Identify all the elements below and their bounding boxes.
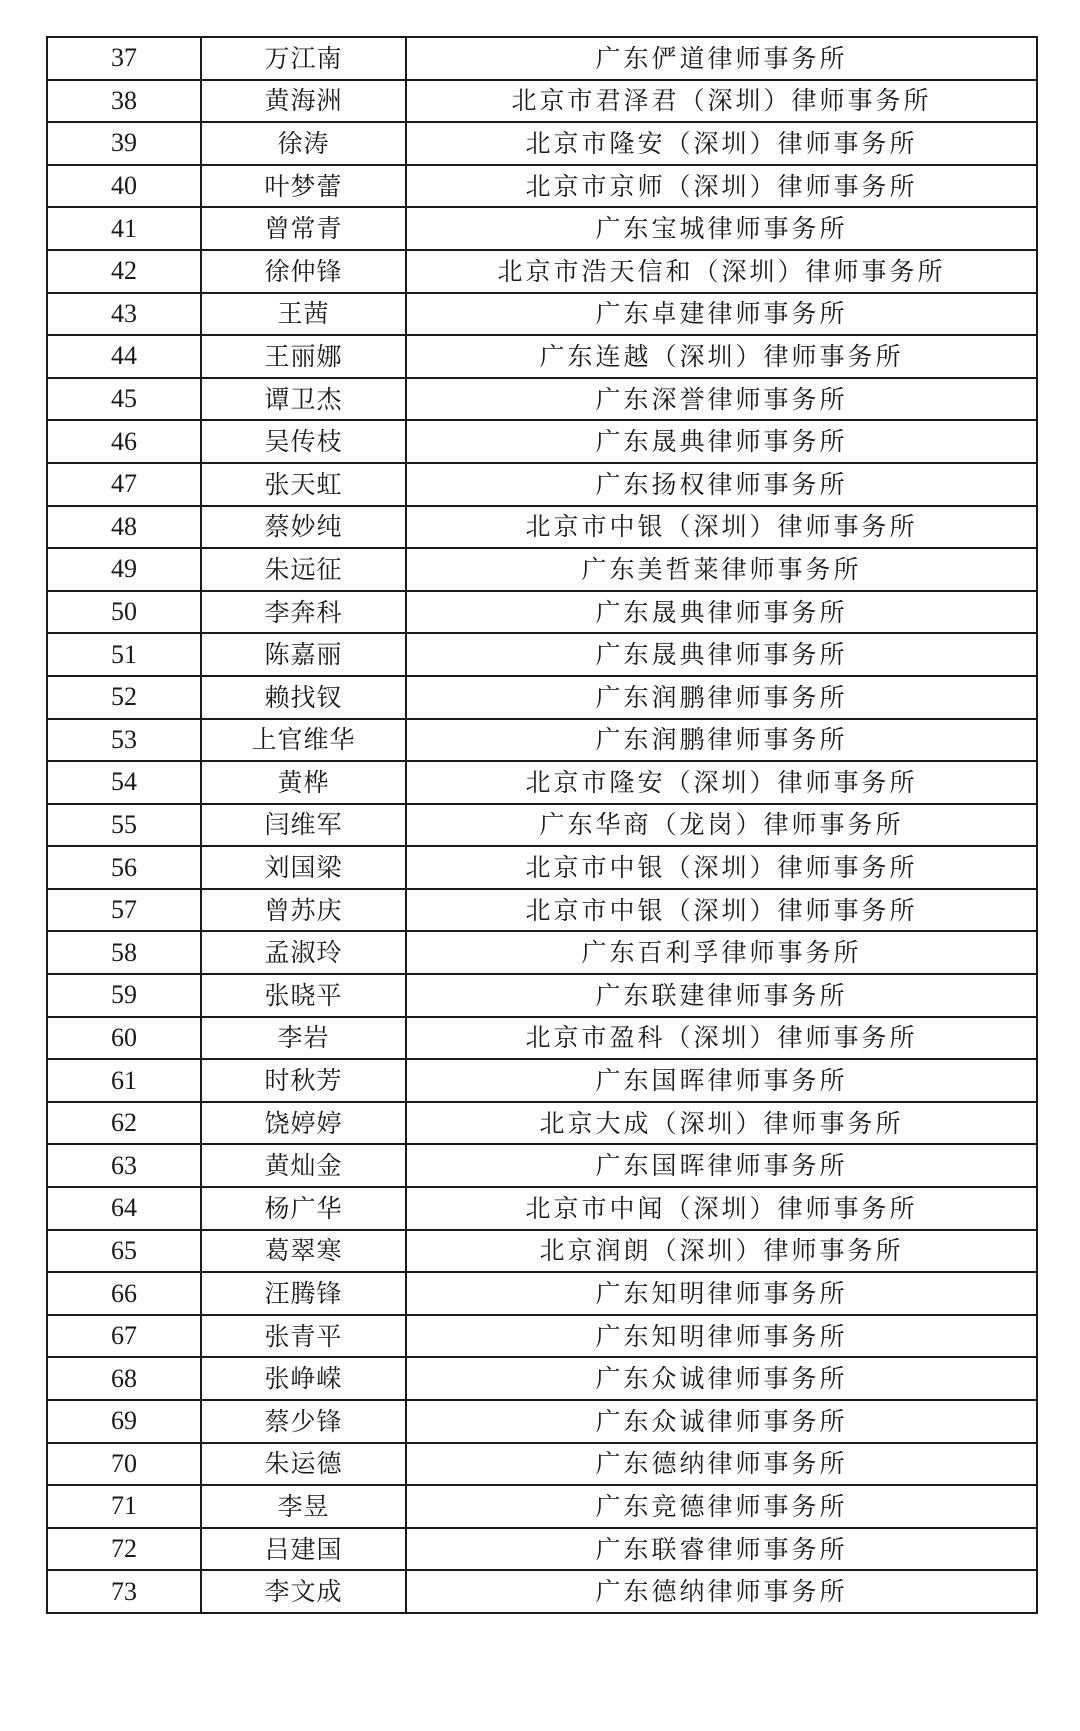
row-number-cell: 57 [47,889,201,932]
law-firm-cell: 北京市浩天信和（深圳）律师事务所 [406,250,1037,293]
row-number-cell: 45 [47,378,201,421]
lawyer-name-cell: 黄桦 [201,761,406,804]
lawyer-name-cell: 上官维华 [201,719,406,762]
law-firm-cell: 北京市京师（深圳）律师事务所 [406,165,1037,208]
table-body [47,37,1037,1613]
lawyer-name-cell: 徐仲锋 [201,250,406,293]
lawyer-name-cell: 陈嘉丽 [201,633,406,676]
law-firm-cell: 广东知明律师事务所 [406,1272,1037,1315]
row-number-cell: 68 [47,1357,201,1400]
law-firm-cell: 广东德纳律师事务所 [406,1570,1037,1613]
lawyer-name-cell: 李奔科 [201,591,406,634]
lawyer-name-cell: 李文成 [201,1570,406,1613]
lawyer-name-cell: 徐涛 [201,122,406,165]
row-number-cell: 58 [47,931,201,974]
lawyer-name-cell: 黄海洲 [201,80,406,123]
lawyer-name-cell: 万江南 [201,37,406,80]
table-row [47,1357,1037,1400]
row-number-cell: 59 [47,974,201,1017]
row-number-cell: 40 [47,165,201,208]
lawyer-name-cell: 朱运德 [201,1443,406,1486]
row-number-cell: 54 [47,761,201,804]
table-row [47,122,1037,165]
table-row [47,463,1037,506]
row-number-cell: 69 [47,1400,201,1443]
law-firm-cell: 北京市中银（深圳）律师事务所 [406,889,1037,932]
table-row [47,1400,1037,1443]
row-number-cell: 39 [47,122,201,165]
law-firm-cell: 北京市中银（深圳）律师事务所 [406,846,1037,889]
row-number-cell: 62 [47,1102,201,1145]
row-number-cell: 50 [47,591,201,634]
table-row [47,804,1037,847]
row-number-cell: 51 [47,633,201,676]
lawyer-name-cell: 张青平 [201,1315,406,1358]
lawyer-name-cell: 曾苏庆 [201,889,406,932]
lawyer-name-cell: 叶梦蕾 [201,165,406,208]
law-firm-cell: 广东美哲莱律师事务所 [406,548,1037,591]
table-row [47,761,1037,804]
law-firm-cell: 北京润朗（深圳）律师事务所 [406,1230,1037,1273]
law-firm-cell: 广东德纳律师事务所 [406,1443,1037,1486]
lawyer-name-cell: 饶婷婷 [201,1102,406,1145]
table-row [47,293,1037,336]
lawyer-name-cell: 谭卫杰 [201,378,406,421]
table-row [47,80,1037,123]
lawyer-name-cell: 吕建国 [201,1528,406,1571]
row-number-cell: 67 [47,1315,201,1358]
row-number-cell: 70 [47,1443,201,1486]
lawyer-name-cell: 葛翠寒 [201,1230,406,1273]
table-row [47,207,1037,250]
law-firm-cell: 广东润鹏律师事务所 [406,676,1037,719]
law-firm-cell: 广东俨道律师事务所 [406,37,1037,80]
lawyer-name-cell: 张晓平 [201,974,406,1017]
table-row [47,1570,1037,1613]
law-firm-cell: 北京市中闻（深圳）律师事务所 [406,1187,1037,1230]
row-number-cell: 41 [47,207,201,250]
law-firm-cell: 广东扬权律师事务所 [406,463,1037,506]
row-number-cell: 64 [47,1187,201,1230]
law-firm-cell: 广东国晖律师事务所 [406,1144,1037,1187]
lawyer-name-cell: 刘国梁 [201,846,406,889]
row-number-cell: 48 [47,506,201,549]
table-row [47,1315,1037,1358]
lawyer-name-cell: 王丽娜 [201,335,406,378]
row-number-cell: 56 [47,846,201,889]
table-row [47,420,1037,463]
law-firm-cell: 广东晟典律师事务所 [406,420,1037,463]
law-firm-cell: 广东晟典律师事务所 [406,633,1037,676]
row-number-cell: 53 [47,719,201,762]
lawyer-name-cell: 李岩 [201,1017,406,1060]
row-number-cell: 46 [47,420,201,463]
row-number-cell: 37 [47,37,201,80]
table-row [47,250,1037,293]
law-firm-cell: 广东联睿律师事务所 [406,1528,1037,1571]
row-number-cell: 72 [47,1528,201,1571]
law-firm-cell: 广东华商（龙岗）律师事务所 [406,804,1037,847]
law-firm-cell: 广东众诚律师事务所 [406,1357,1037,1400]
document-page [46,36,1036,1614]
table-row [47,37,1037,80]
law-firm-cell: 广东晟典律师事务所 [406,591,1037,634]
table-row [47,676,1037,719]
law-firm-cell: 广东卓建律师事务所 [406,293,1037,336]
row-number-cell: 38 [47,80,201,123]
row-number-cell: 65 [47,1230,201,1273]
law-firm-cell: 广东联建律师事务所 [406,974,1037,1017]
row-number-cell: 66 [47,1272,201,1315]
law-firm-cell: 北京市隆安（深圳）律师事务所 [406,761,1037,804]
table-row [47,633,1037,676]
table-row [47,846,1037,889]
lawyer-name-cell: 王茜 [201,293,406,336]
law-firm-cell: 广东众诚律师事务所 [406,1400,1037,1443]
law-firm-cell: 北京市盈科（深圳）律师事务所 [406,1017,1037,1060]
table-row [47,335,1037,378]
lawyer-name-cell: 汪腾锋 [201,1272,406,1315]
row-number-cell: 47 [47,463,201,506]
table-row [47,1187,1037,1230]
law-firm-cell: 北京市君泽君（深圳）律师事务所 [406,80,1037,123]
lawyer-list-table [46,36,1038,1614]
law-firm-cell: 广东深誉律师事务所 [406,378,1037,421]
row-number-cell: 60 [47,1017,201,1060]
row-number-cell: 55 [47,804,201,847]
lawyer-name-cell: 孟淑玲 [201,931,406,974]
row-number-cell: 44 [47,335,201,378]
lawyer-name-cell: 黄灿金 [201,1144,406,1187]
lawyer-name-cell: 张峥嵘 [201,1357,406,1400]
table-row [47,591,1037,634]
table-row [47,1485,1037,1528]
row-number-cell: 49 [47,548,201,591]
row-number-cell: 43 [47,293,201,336]
table-row [47,165,1037,208]
table-row [47,719,1037,762]
lawyer-name-cell: 闫维军 [201,804,406,847]
law-firm-cell: 广东竞德律师事务所 [406,1485,1037,1528]
table-row [47,1443,1037,1486]
lawyer-name-cell: 吴传枝 [201,420,406,463]
law-firm-cell: 广东宝城律师事务所 [406,207,1037,250]
row-number-cell: 52 [47,676,201,719]
table-row [47,1017,1037,1060]
lawyer-name-cell: 张天虹 [201,463,406,506]
table-row [47,931,1037,974]
row-number-cell: 71 [47,1485,201,1528]
lawyer-name-cell: 李昱 [201,1485,406,1528]
lawyer-name-cell: 杨广华 [201,1187,406,1230]
table-row [47,378,1037,421]
law-firm-cell: 广东知明律师事务所 [406,1315,1037,1358]
lawyer-name-cell: 曾常青 [201,207,406,250]
table-row [47,1059,1037,1102]
law-firm-cell: 广东国晖律师事务所 [406,1059,1037,1102]
table-row [47,548,1037,591]
table-row [47,974,1037,1017]
row-number-cell: 42 [47,250,201,293]
law-firm-cell: 北京大成（深圳）律师事务所 [406,1102,1037,1145]
table-row [47,506,1037,549]
table-row [47,1144,1037,1187]
law-firm-cell: 广东百利孚律师事务所 [406,931,1037,974]
lawyer-name-cell: 赖找钗 [201,676,406,719]
row-number-cell: 63 [47,1144,201,1187]
table-row [47,889,1037,932]
table-row [47,1102,1037,1145]
law-firm-cell: 北京市中银（深圳）律师事务所 [406,506,1037,549]
table-row [47,1230,1037,1273]
lawyer-name-cell: 时秋芳 [201,1059,406,1102]
lawyer-name-cell: 蔡妙纯 [201,506,406,549]
law-firm-cell: 广东润鹏律师事务所 [406,719,1037,762]
lawyer-name-cell: 蔡少锋 [201,1400,406,1443]
law-firm-cell: 北京市隆安（深圳）律师事务所 [406,122,1037,165]
law-firm-cell: 广东连越（深圳）律师事务所 [406,335,1037,378]
table-row [47,1528,1037,1571]
row-number-cell: 73 [47,1570,201,1613]
row-number-cell: 61 [47,1059,201,1102]
table-row [47,1272,1037,1315]
lawyer-name-cell: 朱远征 [201,548,406,591]
